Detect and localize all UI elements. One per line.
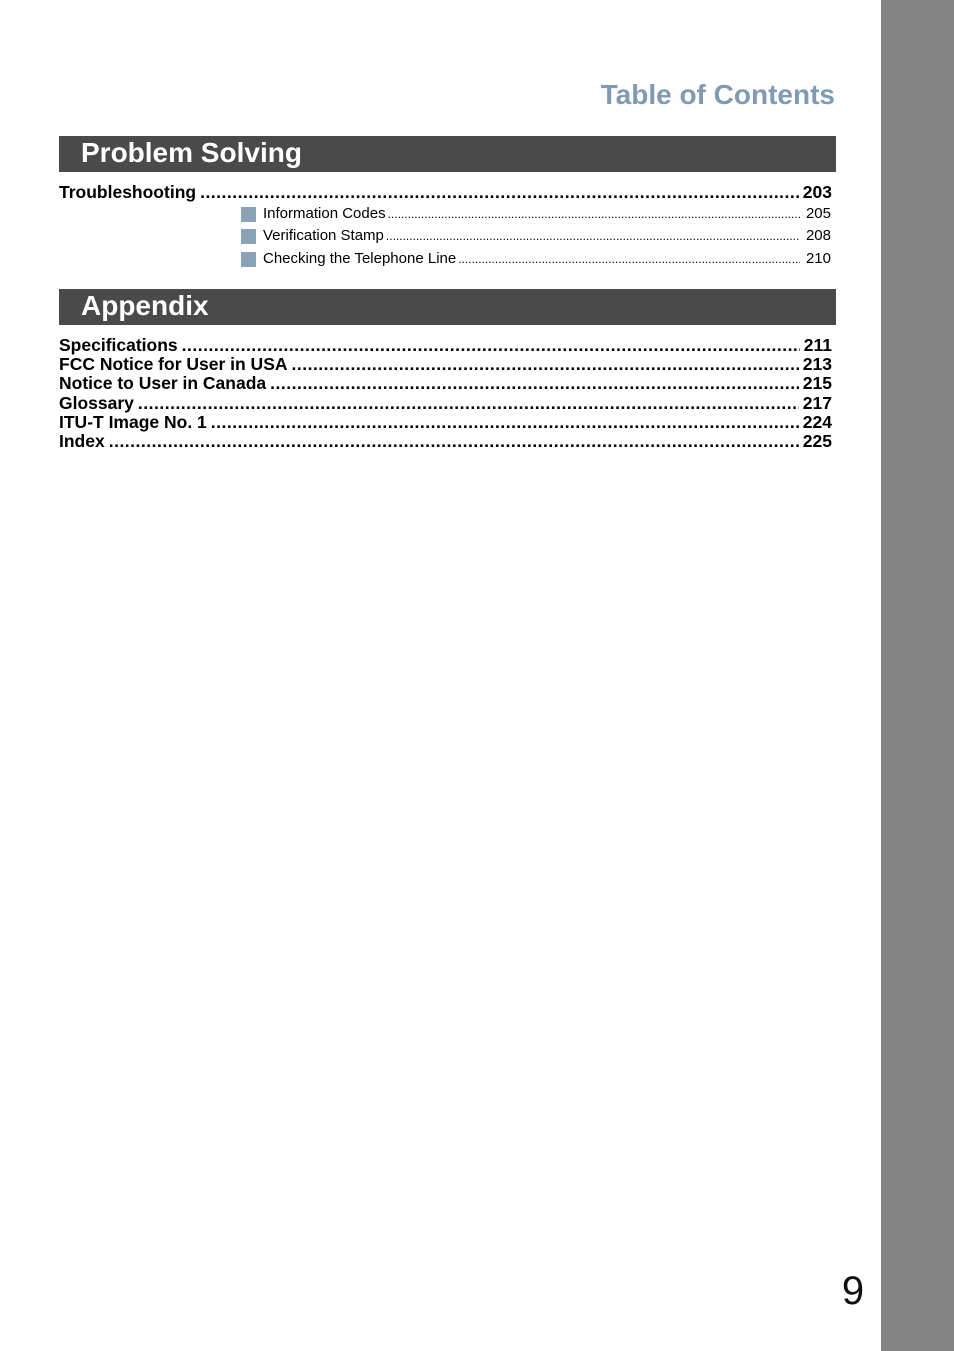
toc-entry-itu-t-image[interactable] [59, 412, 832, 432]
toc-subentry-page: 208 [805, 227, 831, 244]
toc-entry-label: Notice to User in Canada [59, 373, 267, 393]
toc-entry-label: Index [59, 431, 105, 451]
dot-leader [270, 373, 799, 393]
toc-entry-index[interactable] [59, 431, 832, 451]
toc-entry-glossary[interactable] [59, 393, 832, 413]
dot-leader [109, 431, 799, 451]
toc-entry-label: Troubleshooting [59, 182, 197, 202]
toc-entry-label: FCC Notice for User in USA [59, 354, 288, 374]
square-bullet-icon [241, 252, 256, 267]
toc-subentry-information-codes[interactable] [241, 205, 831, 223]
toc-subentry-label: Checking the Telephone Line [263, 250, 457, 267]
toc-entry-page: 203 [802, 182, 832, 202]
toc-entry-page: 213 [802, 354, 832, 374]
toc-entry-label: Specifications [59, 335, 178, 355]
dot-leader [388, 205, 800, 223]
dot-leader [138, 393, 799, 413]
toc-entry-page: 211 [803, 335, 832, 355]
toc-entry-page: 215 [802, 373, 832, 393]
dot-leader [200, 182, 799, 202]
side-band [881, 0, 954, 1351]
dot-leader [292, 354, 799, 374]
dot-leader [458, 250, 800, 268]
dot-leader [211, 412, 799, 432]
dot-leader [182, 335, 800, 355]
toc-subentry-page: 205 [805, 205, 831, 222]
toc-entry-page: 224 [802, 412, 832, 432]
page-title: Table of Contents [600, 79, 835, 110]
toc-entry-page: 217 [802, 393, 832, 413]
dot-leader [386, 227, 800, 245]
toc-entry-specifications[interactable] [59, 335, 832, 355]
toc-entry-label: Glossary [59, 393, 134, 413]
toc-entry-troubleshooting[interactable] [59, 182, 832, 202]
section-header-problem-solving [59, 136, 836, 172]
section-title: Problem Solving [81, 137, 302, 168]
page-number: 9 [841, 1269, 865, 1313]
toc-subentry-verification-stamp[interactable] [241, 227, 831, 245]
toc-entry-label: ITU-T Image No. 1 [59, 412, 207, 432]
toc-entry-notice-canada[interactable] [59, 373, 832, 393]
toc-subentry-label: Verification Stamp [263, 227, 384, 244]
toc-entry-page: 225 [802, 431, 832, 451]
section-header-appendix [59, 289, 836, 325]
square-bullet-icon [241, 229, 256, 244]
toc-subentry-label: Information Codes [263, 205, 386, 222]
toc-entry-fcc-notice[interactable] [59, 354, 832, 374]
toc-subentry-checking-telephone-line[interactable] [241, 250, 831, 268]
square-bullet-icon [241, 207, 256, 222]
toc-subentry-page: 210 [805, 250, 831, 267]
section-title: Appendix [81, 290, 209, 321]
